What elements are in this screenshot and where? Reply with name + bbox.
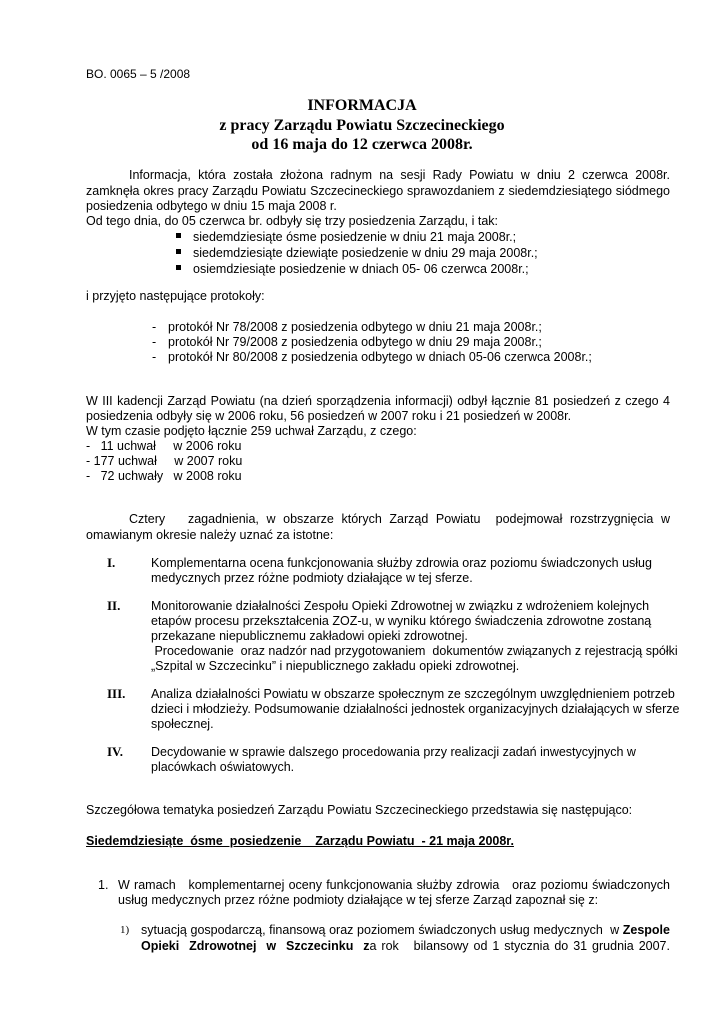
protocol-list-item: - protokół Nr 78/2008 z posiedzenia odbytego w dniu 21 maja 2008r.;	[152, 320, 542, 334]
square-bullet-icon	[176, 265, 181, 270]
document-title: INFORMACJA	[307, 97, 417, 114]
meeting-list-item: osiemdziesiąte posiedzenie w dniach 05- 06 czerwca 2008r.;	[176, 261, 529, 277]
intro-line-2: zamknęła okres pracy Zarządu Powiatu Szczecineckiego sprawozdaniem z siedemdziesiątego siódmego	[86, 184, 670, 198]
intro-line-1: Informacja, która została złożona radnym na sesji Rady Powiatu w dniu 2 czerwca 2008r.	[129, 168, 670, 182]
issue-text-line: „Szpital w Szczecinku” i niepublicznego zakładu opieki zdrowotnej.	[151, 659, 520, 673]
issue-text-line: Procedowanie oraz nadzór nad przygotowaniem dokumentów związanych z rejestracją spółki	[151, 644, 678, 658]
resolution-item: - 11 uchwał w 2006 roku	[86, 439, 242, 453]
document-subtitle: z pracy Zarządu Powiatu Szczecineckiego	[219, 117, 505, 134]
issue-text-line: dzieci i młodzieży. Podsumowanie działalności jednostek organizacyjnych działających w sferze	[151, 702, 680, 716]
issue-text-line: medycznych przez różne podmioty działające w tej sferze.	[151, 571, 473, 585]
issue-text-line: etapów procesu przekształcenia ZOZ-u, w wyniku którego świadczenia zdrowotne zostaną	[151, 614, 652, 628]
subpoint-text-line: Opieki Zdrowotnej w Szczecinku za rok bilansowy od 1 stycznia do 31 grudnia 2007.	[141, 939, 670, 953]
resolution-item: - 177 uchwał w 2007 roku	[86, 454, 243, 468]
meeting-list-item: siedemdziesiąte dziewiąte posiedzenie w dniu 29 maja 2008r.;	[176, 245, 538, 261]
issue-number: IV.	[107, 744, 124, 759]
issue-text-line: Monitorowanie działalności Zespołu Opieki Zdrowotnej w związku z wdrożeniem kolejnych	[151, 599, 650, 613]
square-bullet-icon	[176, 233, 181, 238]
section-heading: Siedemdziesiąte ósme posiedzenie Zarządu Powiatu - 21 maja 2008r.	[86, 834, 514, 848]
issue-text-line: Komplementarna ocena funkcjonowania służby zdrowia oraz poziomu świadczonych usług	[151, 556, 652, 570]
document-period: od 16 maja do 12 czerwca 2008r.	[251, 136, 473, 153]
intro-line-4: Od tego dnia, do 05 czerwca br. odbyły się trzy posiedzenia Zarządu, i tak:	[86, 214, 499, 228]
protocols-intro: i przyjęto następujące protokoły:	[86, 289, 265, 303]
resolution-item: - 72 uchwały w 2008 roku	[86, 469, 242, 483]
point-text-line: W ramach komplementarnej oceny funkcjonowania służby zdrowia oraz poziomu świadczonych	[118, 878, 670, 892]
protocol-list-item: - protokół Nr 79/2008 z posiedzenia odbytego w dniu 29 maja 2008r.;	[152, 335, 542, 349]
subpoint-text-line: sytuacją gospodarczą, finansową oraz poziomem świadczonych usług medycznych w Zespole	[141, 923, 670, 937]
issue-text-line: Decydowanie w sprawie dalszego procedowania przy realizacji zadań inwestycyjnych w	[151, 745, 636, 759]
issue-text-line: przekazane niepublicznemu zakładowi opieki zdrowotnej.	[151, 629, 468, 643]
issue-text-line: społecznej.	[151, 717, 214, 731]
term-line-2: posiedzenia odbyły się w 2006 roku, 56 posiedzeń w 2007 roku i 21 posiedzeń w 2008r.	[86, 409, 572, 423]
term-line-3: W tym czasie podjęto łącznie 259 uchwał Zarządu, z czego:	[86, 424, 417, 438]
issues-intro-line-1: Cztery zagadnienia, w obszarze których Zarząd Powiatu podejmował rozstrzygnięcia w	[129, 512, 670, 526]
protocol-list-item: - protokół Nr 80/2008 z posiedzenia odbytego w dniach 05-06 czerwca 2008r.;	[152, 350, 592, 364]
document-reference: BO. 0065 – 5 /2008	[86, 67, 191, 81]
issues-intro-line-2: omawianym okresie należy uznać za istotne:	[86, 528, 334, 542]
term-line-1: W III kadencji Zarząd Powiatu (na dzień sporządzenia informacji) odbył łącznie 81 posiedzeń z czego 4	[86, 394, 670, 408]
detail-intro: Szczegółowa tematyka posiedzeń Zarządu Powiatu Szczecineckiego przedstawia się następująco:	[86, 803, 633, 817]
square-bullet-icon	[176, 249, 181, 254]
issue-number: I.	[107, 555, 116, 570]
issue-text-line: placówkach oświatowych.	[151, 760, 295, 774]
point-number: 1.	[98, 878, 109, 892]
meeting-list-item: siedemdziesiąte ósme posiedzenie w dniu 21 maja 2008r.;	[176, 229, 516, 245]
subpoint-number: 1)	[120, 924, 130, 936]
issue-number: III.	[107, 686, 126, 701]
issue-text-line: Analiza działalności Powiatu w obszarze społecznym ze szczególnym uwzględnieniem potrzeb	[151, 687, 675, 701]
issue-number: II.	[107, 598, 121, 613]
intro-line-3: posiedzenia odbytego w dniu 15 maja 2008 r.	[86, 199, 337, 213]
point-text-line: usług medycznych przez różne podmioty działające w tej sferze Zarząd zapoznał się z:	[118, 893, 599, 907]
